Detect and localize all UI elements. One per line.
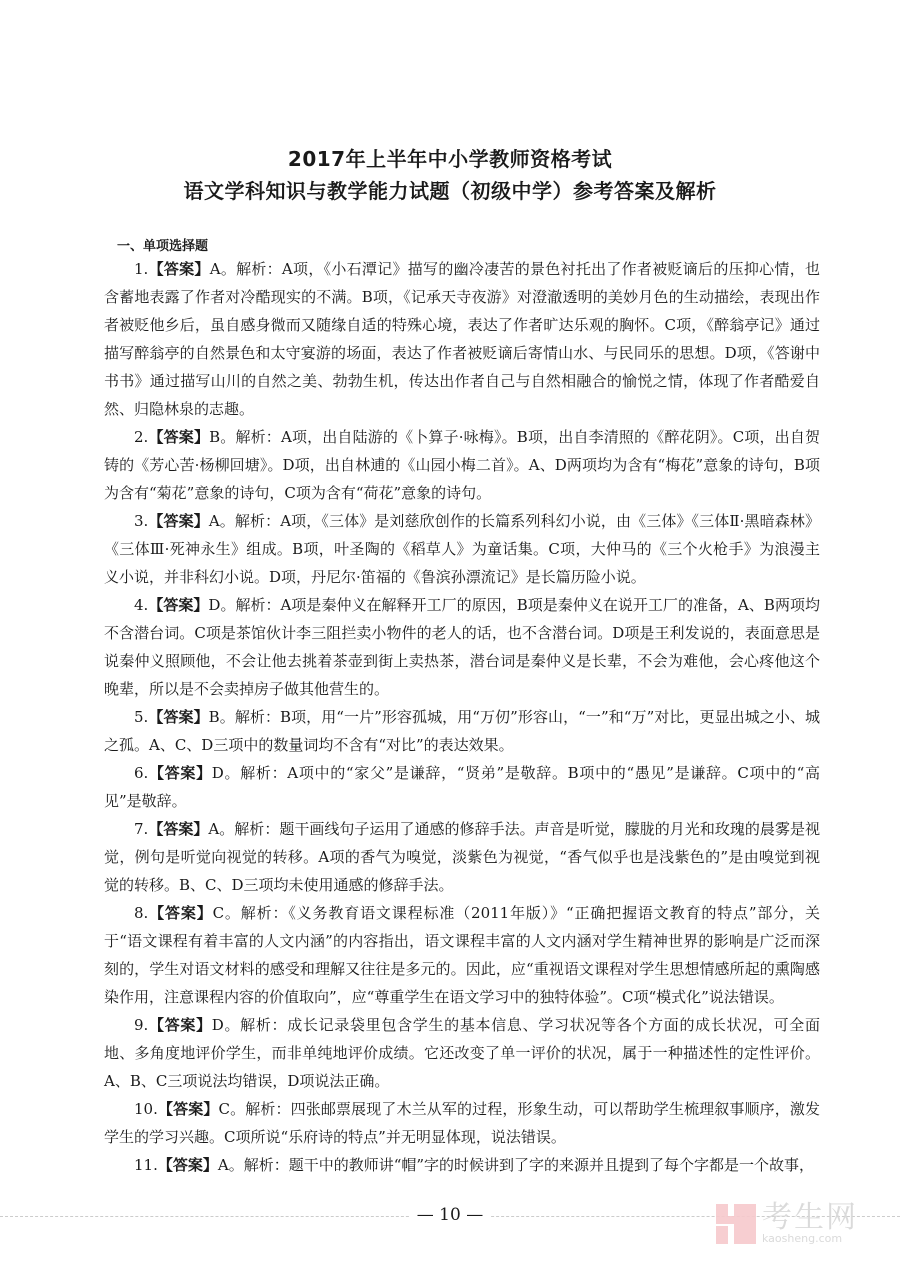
document-subtitle: 语文学科知识与教学能力试题（初级中学）参考答案及解析 (183, 179, 717, 203)
answer-item (104, 507, 820, 591)
item-number: 2. (134, 428, 149, 446)
watermark-en: kaosheng.com (762, 1232, 843, 1245)
answer-label: 【答案】 (148, 764, 212, 782)
answer-label: 【答案】 (148, 260, 210, 278)
answer-label: 【答案】 (157, 1156, 218, 1174)
answer-list (104, 255, 820, 1179)
item-number: 3. (134, 512, 149, 530)
section-heading: 一、单项选择题 (117, 239, 209, 254)
item-explanation: D。解析：A项中的“家父”是谦辞，“贤弟”是敬辞。B项中的“愚见”是谦辞。C项中的“高见”是敬辞。 (104, 764, 820, 810)
answer-item (104, 703, 820, 759)
answer-item (104, 1095, 820, 1151)
item-explanation: A。解析：A项，《三体》是刘慈欣创作的长篇系列科幻小说，由《三体》《三体Ⅱ·黑暗森林》《三体Ⅲ·死神永生》组成。B项，叶圣陶的《稻草人》为童话集。C项，大仲马的《三个火枪手》为浪漫主义小说，并非科幻小说。D项，丹尼尔·笛福的《鲁滨孙漂流记》是长篇历险小说。 (104, 512, 820, 586)
kaosheng-watermark (716, 1200, 858, 1245)
answer-label: 【答案】 (148, 428, 210, 446)
answer-item (104, 1151, 820, 1179)
page-number-text: — 10 — (409, 1205, 491, 1225)
answer-item (104, 815, 820, 899)
answer-item (104, 899, 820, 1011)
document-title: 2017年上半年中小学教师资格考试 (287, 147, 613, 171)
answer-item (104, 759, 820, 815)
item-explanation: B。解析：A项，出自陆游的《卜算子·咏梅》。B项，出自李清照的《醉花阴》。C项，出自贺铸的《芳心苦·杨柳回塘》。D项，出自林逋的《山园小梅二首》。A、D两项均为含有“梅花”意象的诗句，B项为含有“菊花”意象的诗句，C项为含有“荷花”意象的诗句。 (104, 428, 820, 502)
item-number: 5. (134, 708, 149, 726)
answer-label: 【答案】 (157, 1100, 219, 1118)
answer-label: 【答案】 (148, 708, 209, 726)
kaosheng-logo-icon (716, 1204, 756, 1244)
item-explanation: A。解析：A项，《小石潭记》描写的幽冷凄苦的景色衬托出了作者被贬谪后的压抑心情，也含蓄地表露了作者对冷酷现实的不满。B项，《记承天寺夜游》对澄澈透明的美妙月色的生动描绘，表现出作者被贬他乡后，虽自感身微而又随缘自适的特殊心境，表达了作者旷达乐观的胸怀。C项，《醉翁亭记》通过描写醉翁亭的自然景色和太守宴游的场面，表达了作者被贬谪后寄情山水、与民同乐的思想。D项，《答谢中书书》通过描写山川的自然之美、勃勃生机，传达出作者自己与自然相融合的愉悦之情，体现了作者酷爱自然、归隐林泉的志趣。 (104, 260, 820, 418)
item-number: 1. (134, 260, 149, 278)
item-explanation: C。解析：《义务教育语文课程标准（2011年版）》“正确把握语文教育的特点”部分，关于“语文课程有着丰富的人文内涵”的内容指出，语文课程丰富的人文内涵对学生精神世界的影响是广泛而深刻的，学生对语文材料的感受和理解又往往是多元的。因此，应“重视语文课程对学生思想情感所起的熏陶感染作用，注意课程内容的价值取向”，应“尊重学生在语文学习中的独特体验”。C项“模式化”说法错误。 (104, 904, 820, 1006)
item-explanation: D。解析：A项是秦仲义在解释开工厂的原因，B项是秦仲义在说开工厂的准备，A、B两项均不含潜台词。C项是茶馆伙计李三阻拦卖小物件的老人的话，也不含潜台词。D项是王利发说的，表面意思是说秦仲义照顾他，不会让他去挑着茶壶到街上卖热茶，潜台词是秦仲义是长辈，不会为难他，会心疼他这个晚辈，所以是不会卖掉房子做其他营生的。 (104, 596, 820, 698)
answer-label: 【答案】 (148, 820, 209, 838)
item-number: 8. (134, 904, 149, 922)
answer-item (104, 1011, 820, 1095)
answer-label: 【答案】 (148, 596, 209, 614)
watermark-cn: 考生网 (762, 1200, 858, 1235)
answer-label: 【答案】 (148, 512, 209, 530)
item-number: 11. (134, 1156, 158, 1174)
answer-label: 【答案】 (148, 904, 213, 922)
answer-label: 【答案】 (148, 1016, 212, 1034)
answer-item (104, 423, 820, 507)
item-explanation: A。解析：题干中的教师讲“帽”字的时候讲到了字的来源并且提到了每个字都是一个故事， (217, 1156, 815, 1174)
item-number: 4. (134, 596, 149, 614)
item-number: 9. (134, 1016, 149, 1034)
answer-item (104, 255, 820, 423)
item-explanation: A。解析：题干画线句子运用了通感的修辞手法。声音是听觉，朦胧的月光和玫瑰的晨雾是视觉，例句是听觉向视觉的转移。A项的香气为嗅觉，淡紫色为视觉，“香气似乎也是浅紫色的”是由嗅觉到视觉的转移。B、C、D三项均未使用通感的修辞手法。 (104, 820, 820, 894)
item-number: 7. (134, 820, 149, 838)
item-number: 6. (134, 764, 149, 782)
answer-item (104, 591, 820, 703)
item-number: 10. (134, 1100, 158, 1118)
item-explanation: D。解析：成长记录袋里包含学生的基本信息、学习状况等各个方面的成长状况，可全面地、多角度地评价学生，而非单纯地评价成绩。它还改变了单一评价的状况，属于一种描述性的定性评价。A、B、C三项说法均错误，D项说法正确。 (104, 1016, 820, 1090)
item-explanation: C。解析：四张邮票展现了木兰从军的过程，形象生动，可以帮助学生梳理叙事顺序，激发学生的学习兴趣。C项所说“乐府诗的特点”并无明显体现，说法错误。 (104, 1100, 820, 1146)
item-explanation: B。解析：B项，用“一片”形容孤城，用“万仞”形容山，“一”和“万”对比，更显出城之小、城之孤。A、C、D三项中的数量词均不含有“对比”的表达效果。 (104, 708, 820, 754)
